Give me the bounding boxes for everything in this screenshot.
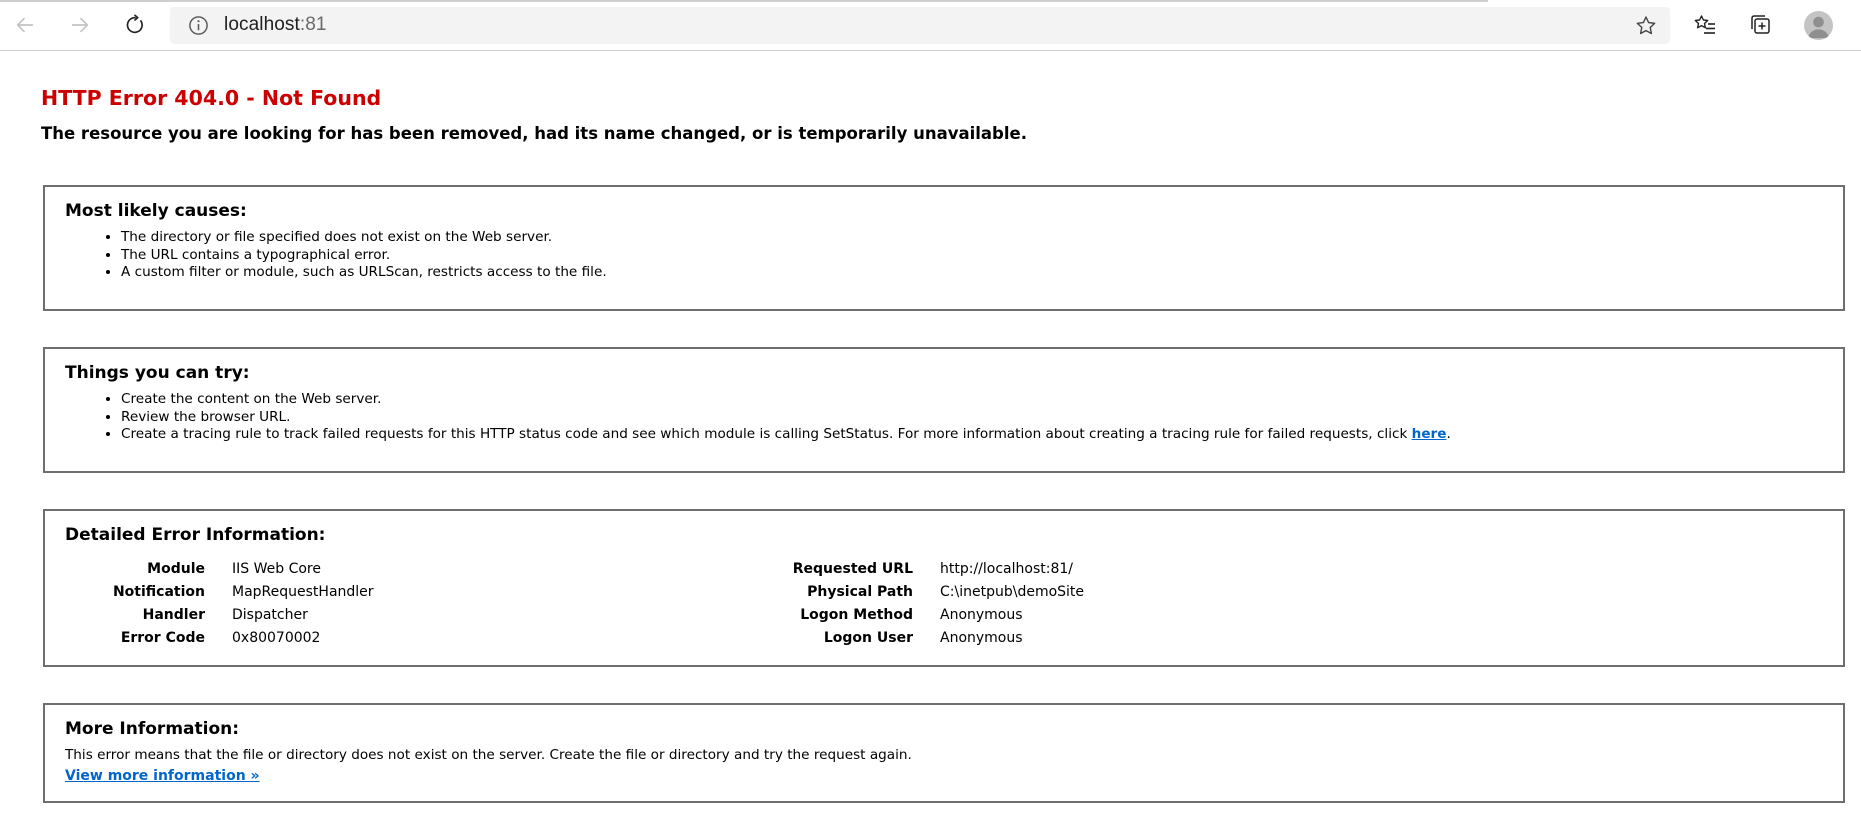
- detail-value: 0x80070002: [232, 629, 321, 646]
- table-row: [45, 626, 374, 649]
- tracing-rule-end: .: [1446, 426, 1451, 442]
- collections-icon: [1749, 13, 1773, 37]
- table-row: [733, 557, 1084, 580]
- section-heading: Things you can try:: [65, 363, 250, 383]
- favorites-list-icon: [1693, 13, 1717, 37]
- here-link[interactable]: here: [1411, 426, 1447, 442]
- back-arrow-icon: [14, 14, 36, 36]
- star-icon[interactable]: [1634, 14, 1658, 38]
- section-heading: Most likely causes:: [65, 201, 247, 221]
- page-load-indicator: [0, 0, 1488, 2]
- list-item: • The URL contains a typographical error.: [121, 247, 1843, 265]
- most-likely-causes-section: [43, 185, 1845, 311]
- address-bar[interactable]: [170, 7, 1670, 44]
- more-information-text: This error means that the file or directory does not exist on the server. Create the file or directory and try the request again.: [65, 747, 912, 763]
- error-subtitle: The resource you are looking for has been removed, had its name changed, or is temporarily unavailable.: [41, 124, 1027, 143]
- detail-value: Dispatcher: [232, 606, 308, 623]
- info-icon[interactable]: [188, 15, 209, 36]
- detail-value: Anonymous: [940, 606, 1023, 623]
- list-item: • The directory or file specified does not exist on the Web server.: [121, 229, 1843, 247]
- profile-avatar[interactable]: [1804, 11, 1833, 40]
- causes-list: [121, 229, 1843, 282]
- detail-label: Error Code: [120, 629, 205, 646]
- list-item: • Create the content on the Web server.: [121, 391, 1843, 409]
- section-heading: Detailed Error Information:: [65, 525, 326, 545]
- detail-label: Physical Path: [807, 583, 913, 600]
- table-row: [45, 603, 374, 626]
- detail-value: MapRequestHandler: [232, 583, 374, 600]
- detail-value: IIS Web Core: [232, 560, 321, 577]
- url-text[interactable]: [224, 14, 327, 36]
- favorites-button[interactable]: [1686, 6, 1724, 44]
- error-title: HTTP Error 404.0 - Not Found: [41, 86, 382, 110]
- things-you-can-try-section: [43, 347, 1845, 473]
- detail-label: Notification: [112, 583, 205, 600]
- more-information-section: [43, 703, 1845, 803]
- detail-value: C:\inetpub\demoSite: [940, 583, 1085, 600]
- refresh-icon: [124, 14, 146, 36]
- table-row: [733, 580, 1084, 603]
- tracing-rule-text: Create a tracing rule to track failed requests for this HTTP status code and see which module is calling SetStatus. For more information about creating a tracing rule for failed requests, click: [121, 426, 1412, 442]
- detail-label: Handler: [142, 606, 205, 623]
- details-table-right: [733, 557, 1084, 649]
- table-row: [733, 626, 1084, 649]
- browser-toolbar: [0, 0, 1861, 51]
- url-port: :81: [299, 14, 327, 35]
- list-item: [121, 426, 1843, 444]
- refresh-button[interactable]: [116, 6, 154, 44]
- list-item: • A custom filter or module, such as URLScan, restricts access to the file.: [121, 264, 1843, 282]
- avatar-icon: [1804, 11, 1833, 40]
- url-host: localhost: [224, 14, 300, 35]
- table-row: [733, 603, 1084, 626]
- table-row: [45, 580, 374, 603]
- detail-label: Logon Method: [800, 606, 913, 623]
- section-heading: More Information:: [65, 719, 240, 739]
- detail-value: Anonymous: [940, 629, 1023, 646]
- detail-label: Logon User: [823, 629, 913, 646]
- try-list: [121, 391, 1843, 444]
- list-item: • Review the browser URL.: [121, 409, 1843, 427]
- forward-arrow-icon: [69, 14, 91, 36]
- detail-value: http://localhost:81/: [940, 560, 1073, 577]
- details-table-left: [45, 557, 374, 649]
- detailed-error-information-section: [43, 509, 1845, 667]
- detail-label: Module: [147, 560, 205, 577]
- collections-button[interactable]: [1742, 6, 1780, 44]
- back-button[interactable]: [6, 6, 44, 44]
- table-row: [45, 557, 374, 580]
- detail-label: Requested URL: [792, 560, 913, 577]
- view-more-information-link[interactable]: View more information »: [65, 767, 260, 784]
- forward-button[interactable]: [61, 6, 99, 44]
